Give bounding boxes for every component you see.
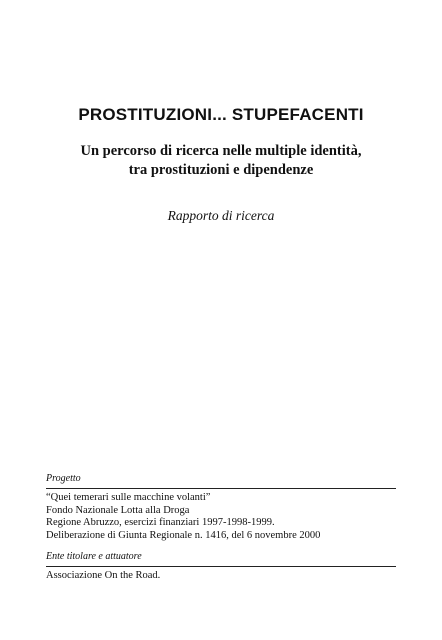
progetto-details	[46, 492, 406, 542]
document-title: PROSTITUZIONI... STUPEFACENTI	[78, 105, 364, 124]
progetto-line: Deliberazione di Giunta Regionale n. 1416, del 6 novembre 2000	[46, 529, 321, 541]
ente-details	[46, 570, 406, 583]
subtitle-line: tra prostituzioni e dipendenze	[128, 162, 314, 178]
subtitle-line: Un percorso di ricerca nelle multiple identità,	[80, 143, 362, 159]
progetto-line: “Quei temerari sulle macchine volanti”	[46, 492, 211, 503]
ente-label: Ente titolare e attuatore	[46, 551, 142, 562]
progetto-line: Fondo Nazionale Lotta alla Droga	[46, 504, 190, 516]
ente-divider	[46, 566, 396, 567]
report-type: Rapporto di ricerca	[167, 208, 275, 223]
progetto-line: Regione Abruzzo, esercizi finanziari 1997-1998-1999.	[46, 517, 275, 528]
document-subtitle	[0, 142, 442, 180]
ente-line: Associazione On the Road.	[46, 570, 161, 581]
progetto-divider	[46, 488, 396, 489]
progetto-label: Progetto	[46, 473, 81, 484]
